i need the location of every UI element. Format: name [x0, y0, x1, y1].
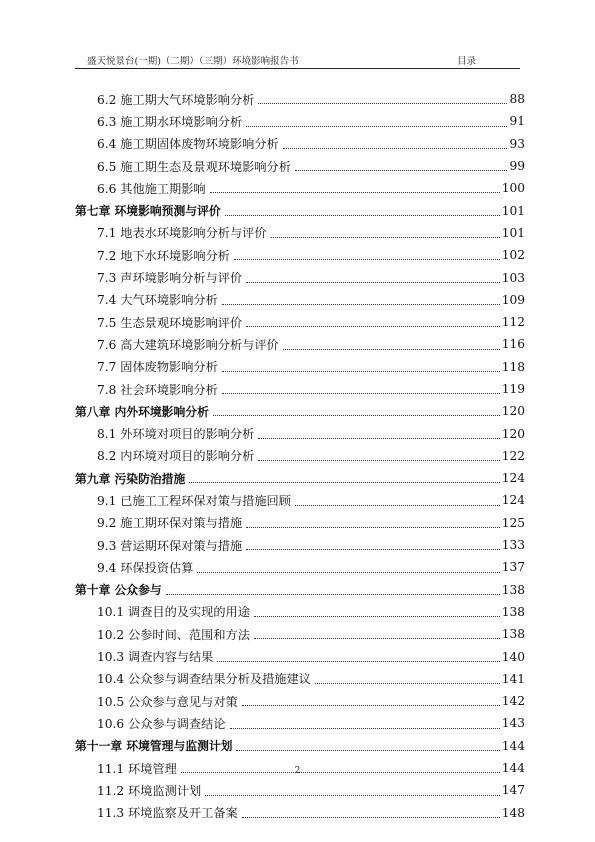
toc-section-entry[interactable] [75, 645, 525, 667]
toc-entry-page: 148 [501, 805, 525, 820]
toc-section-entry[interactable] [75, 266, 525, 288]
toc-section-entry[interactable] [75, 155, 525, 177]
dot-leader [246, 325, 500, 327]
dot-leader [242, 704, 500, 706]
toc-entry-page: 103 [501, 270, 525, 285]
page-header [75, 51, 520, 69]
dot-leader [246, 125, 507, 127]
toc-entry-label: 11.1 环境管理 [97, 761, 177, 776]
toc-section-entry[interactable] [75, 489, 525, 511]
toc-section-entry[interactable] [75, 802, 525, 824]
dot-leader [271, 236, 500, 238]
toc-entry-page: 142 [501, 694, 525, 709]
dot-leader [222, 370, 500, 372]
toc-section-entry[interactable] [75, 133, 525, 155]
toc-entry-page: 93 [509, 136, 525, 151]
toc-entry-label: 10.3 调查内容与结果 [97, 650, 214, 665]
toc-entry-page: 88 [509, 92, 525, 107]
toc-entry-label: 6.4 施工期固体废物环境影响分析 [97, 137, 279, 152]
page-number: 2 [294, 766, 301, 776]
dot-leader [242, 816, 500, 818]
toc-section-entry[interactable] [75, 222, 525, 244]
toc-entry-page: 120 [501, 426, 525, 441]
dot-leader [254, 637, 500, 639]
toc-entry-page: 125 [501, 515, 525, 530]
toc-entry-label: 6.3 施工期水环境影响分析 [97, 114, 243, 129]
toc-entry-label: 10.2 公参时间、范围和方法 [97, 627, 250, 642]
table-of-contents [75, 88, 525, 824]
toc-entry-page: 119 [501, 382, 525, 396]
dot-leader [222, 303, 500, 305]
toc-entry-label: 7.8 社会环境影响分析 [97, 382, 218, 397]
toc-entry-page: 122 [501, 448, 525, 463]
toc-entry-label: 10.5 公众参与意见与对策 [97, 694, 238, 709]
toc-entry-page: 109 [501, 292, 525, 307]
toc-entry-label: 6.5 施工期生态及景观环境影响分析 [97, 159, 291, 174]
dot-leader [295, 169, 508, 171]
toc-section-entry[interactable] [75, 601, 525, 623]
toc-entry-page: 147 [501, 783, 525, 798]
toc-section-entry[interactable] [75, 534, 525, 556]
toc-section-entry[interactable] [75, 110, 525, 132]
dot-leader [189, 481, 499, 483]
toc-entry-label: 10.6 公众参与调查结论 [97, 716, 226, 731]
document-title: 盛天悦景台(一期)（二期）（三期）环境影响报告书 [87, 56, 299, 67]
dot-leader [205, 794, 500, 796]
toc-entry-label: 11.2 环境监测计划 [97, 783, 202, 798]
toc-entry-label: 9.4 环保投资估算 [97, 560, 194, 575]
toc-entry-label: 7.3 声环境影响分析与评价 [97, 271, 243, 286]
toc-section-entry[interactable] [75, 378, 525, 400]
toc-entry-page: 141 [501, 671, 525, 686]
dot-leader [283, 147, 508, 149]
toc-section-entry[interactable] [75, 445, 525, 467]
toc-entry-label: 7.1 地表水环境影响分析与评价 [97, 226, 267, 241]
section-label: 目录 [457, 56, 477, 67]
toc-chapter-entry[interactable] [75, 735, 525, 757]
toc-entry-page: 102 [501, 248, 525, 263]
toc-entry-page: 101 [501, 203, 525, 218]
dot-leader [295, 504, 500, 506]
toc-entry-page: 144 [501, 761, 525, 776]
toc-entry-label: 第八章 内外环境影响分析 [75, 404, 209, 419]
toc-entry-page: 124 [501, 471, 525, 486]
toc-entry-label: 10.4 公众参与调查结果分析及措施建议 [97, 672, 311, 687]
toc-entry-page: 133 [501, 538, 525, 553]
toc-section-entry[interactable] [75, 289, 525, 311]
toc-entry-page: 100 [501, 181, 525, 196]
toc-entry-page: 118 [501, 359, 525, 374]
dot-leader [197, 571, 499, 573]
toc-section-entry[interactable] [75, 422, 525, 444]
toc-entry-label: 11.3 环境监察及开工备案 [97, 806, 238, 821]
dot-leader [230, 727, 500, 729]
toc-section-entry[interactable] [75, 244, 525, 266]
dot-leader [246, 281, 500, 283]
toc-entry-page: 138 [501, 582, 525, 597]
dot-leader [217, 660, 499, 662]
toc-entry-page: 120 [501, 404, 525, 419]
toc-entry-page: 138 [501, 627, 525, 642]
toc-entry-label: 8.1 外环境对项目的影响分析 [97, 427, 255, 442]
dot-leader [234, 258, 500, 260]
dot-leader [166, 593, 500, 595]
toc-entry-page: 144 [501, 738, 525, 753]
toc-section-entry[interactable] [75, 623, 525, 645]
toc-entry-label: 第九章 污染防治措施 [75, 471, 186, 486]
toc-section-entry[interactable] [75, 333, 525, 355]
toc-entry-label: 第七章 环境影响预测与评价 [75, 204, 221, 219]
dot-leader [246, 526, 500, 528]
toc-section-entry[interactable] [75, 779, 525, 801]
dot-leader [213, 414, 500, 416]
toc-chapter-entry[interactable] [75, 579, 525, 601]
toc-section-entry[interactable] [75, 356, 525, 378]
toc-entry-label: 6.6 其他施工期影响 [97, 181, 206, 196]
dot-leader [283, 348, 500, 350]
toc-entry-label: 第十章 公众参与 [75, 583, 162, 598]
toc-entry-label: 7.2 地下水环境影响分析 [97, 248, 230, 263]
toc-section-entry[interactable] [75, 712, 525, 734]
dot-leader [225, 214, 500, 216]
toc-section-entry[interactable] [75, 311, 525, 333]
toc-entry-page: 124 [501, 493, 525, 508]
toc-entry-page: 116 [501, 337, 525, 352]
toc-entry-label: 7.7 固体废物影响分析 [97, 360, 218, 375]
dot-leader [258, 459, 499, 461]
dot-leader [210, 191, 500, 193]
toc-chapter-entry[interactable] [75, 199, 525, 221]
dot-leader [258, 437, 499, 439]
toc-section-entry[interactable] [75, 556, 525, 578]
toc-entry-label: 7.4 大气环境影响分析 [97, 293, 218, 308]
toc-chapter-entry[interactable] [75, 400, 525, 422]
toc-entry-label: 8.2 内环境对项目的影响分析 [97, 449, 255, 464]
toc-entry-page: 91 [509, 114, 525, 129]
toc-section-entry[interactable] [75, 668, 525, 690]
toc-section-entry[interactable] [75, 690, 525, 712]
toc-entry-label: 7.6 高大建筑环境影响分析与评价 [97, 337, 279, 352]
toc-entry-label: 7.5 生态景观环境影响评价 [97, 315, 243, 330]
toc-entry-page: 140 [501, 649, 525, 664]
dot-leader [258, 102, 507, 104]
dot-leader [315, 682, 500, 684]
toc-entry-page: 138 [501, 604, 525, 619]
dot-leader [246, 548, 500, 550]
toc-section-entry[interactable] [75, 512, 525, 534]
toc-entry-page: 112 [501, 315, 525, 330]
toc-entry-page: 101 [501, 225, 525, 240]
toc-entry-label: 6.2 施工期大气环境影响分析 [97, 92, 255, 107]
toc-entry-label: 9.1 已施工工程环保对策与措施回顾 [97, 493, 291, 508]
dot-leader [222, 392, 500, 394]
dot-leader [254, 615, 500, 617]
toc-entry-page: 99 [509, 159, 525, 174]
toc-section-entry[interactable] [75, 88, 525, 110]
toc-entry-page: 137 [501, 560, 525, 575]
toc-entry-label: 第十一章 环境管理与监测计划 [75, 739, 233, 754]
dot-leader [236, 749, 499, 751]
toc-entry-label: 9.2 施工期环保对策与措施 [97, 516, 243, 531]
toc-entry-page: 143 [501, 716, 525, 731]
toc-entry-label: 9.3 营运期环保对策与措施 [97, 538, 243, 553]
toc-chapter-entry[interactable] [75, 467, 525, 489]
toc-section-entry[interactable] [75, 177, 525, 199]
toc-entry-label: 10.1 调查目的及实现的用途 [97, 605, 250, 620]
